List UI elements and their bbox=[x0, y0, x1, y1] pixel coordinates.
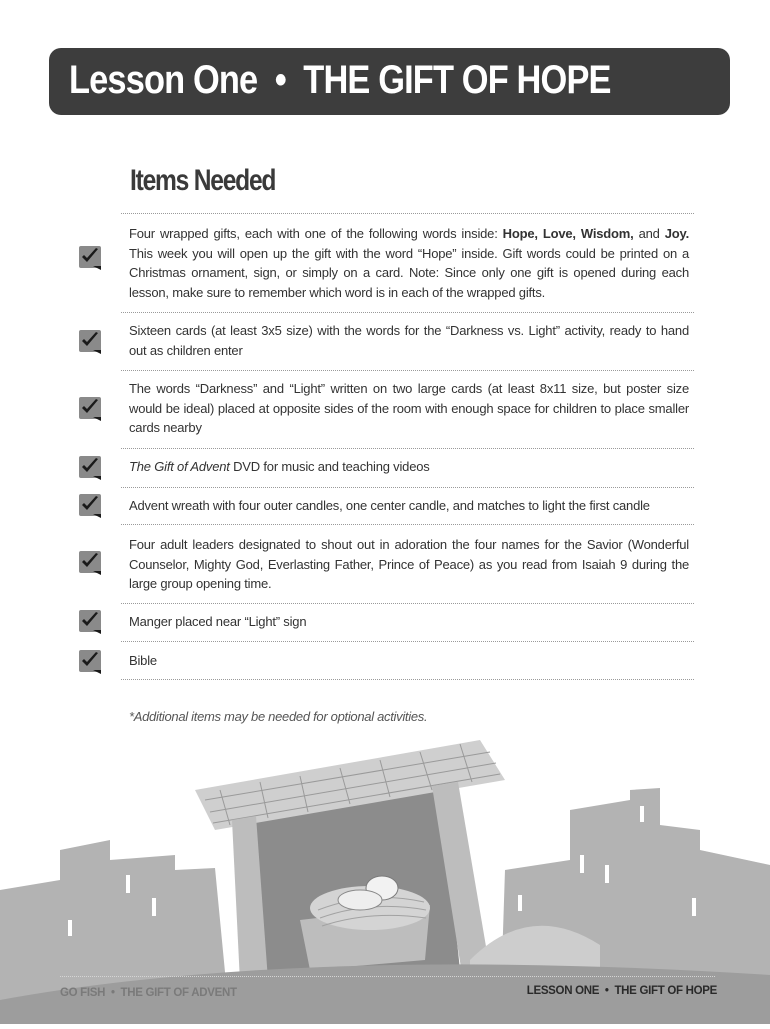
nativity-stable-manger-illustration bbox=[0, 730, 770, 1024]
footer-lesson-label: LESSON ONE bbox=[526, 985, 600, 997]
footer-bullet: • bbox=[110, 987, 115, 999]
item-text: DVD for music and teaching videos bbox=[229, 459, 430, 474]
checkmark-box-icon bbox=[79, 551, 103, 575]
checkmark-box-icon bbox=[79, 610, 103, 634]
divider bbox=[121, 213, 694, 214]
footer-series-name: GO FISH bbox=[60, 987, 106, 999]
list-item: Advent wreath with four outer candles, one center candle, and matches to light the first candle bbox=[129, 498, 650, 513]
checkmark-box-icon bbox=[79, 246, 103, 270]
title-bullet: • bbox=[274, 58, 286, 102]
list-item bbox=[129, 224, 689, 302]
lesson-title-banner bbox=[49, 48, 730, 115]
footer-series-title: THE GIFT OF ADVENT bbox=[120, 987, 237, 999]
item-text: This week you will open up the gift with the word “Hope” inside. Gift words could be printed on a Christmas ornament, sign, or simply on a card. Note: Since only one gift is opened during each lesson, make sure to remember which word is in each of the wrapped gifts. bbox=[129, 245, 689, 300]
list-item: Four adult leaders designated to shout out in adoration the four names for the Savior (Wonderful Counselor, Mighty God, Everlasting Father, Prince of Peace) as you read from Isaiah 9 during the large group opening time. bbox=[129, 537, 689, 591]
section-title: Items Needed bbox=[130, 164, 276, 197]
checkmark-box-icon bbox=[79, 330, 103, 354]
divider bbox=[121, 448, 694, 449]
list-item: Bible bbox=[129, 653, 157, 668]
list-item: Sixteen cards (at least 3x5 size) with the words for the “Darkness vs. Light” activity, ready to hand out as children enter bbox=[129, 323, 689, 358]
list-item: The words “Darkness” and “Light” written on two large cards (at least 8x11 size, but poster size would be ideal) placed at opposite sides of the room with enough space for children to place smaller cards nearby bbox=[129, 381, 689, 435]
checkmark-box-icon bbox=[79, 650, 103, 674]
dvd-title: The Gift of Advent bbox=[129, 459, 230, 474]
additional-items-note: *Additional items may be needed for optional activities. bbox=[129, 709, 428, 724]
item-bold-words: Joy. bbox=[664, 226, 689, 241]
item-text: Four wrapped gifts, each with one of the following words inside: bbox=[129, 226, 503, 241]
footer-lesson bbox=[527, 985, 717, 997]
footer-divider bbox=[60, 976, 715, 977]
checkmark-box-icon bbox=[79, 494, 103, 518]
footer-lesson-title: THE GIFT OF HOPE bbox=[614, 985, 717, 997]
divider bbox=[121, 487, 694, 488]
item-bold-words: Hope, Love, Wisdom, bbox=[502, 226, 634, 241]
list-item bbox=[129, 457, 689, 477]
divider bbox=[121, 312, 694, 313]
divider bbox=[121, 524, 694, 525]
divider bbox=[121, 370, 694, 371]
divider bbox=[121, 679, 694, 680]
lesson-title-text: THE GIFT OF HOPE bbox=[303, 58, 611, 102]
list-item: Manger placed near “Light” sign bbox=[129, 614, 307, 629]
checkmark-box-icon bbox=[79, 456, 103, 480]
lesson-title bbox=[69, 58, 611, 103]
divider bbox=[121, 603, 694, 604]
divider bbox=[121, 641, 694, 642]
footer-series bbox=[60, 987, 237, 999]
checkmark-box-icon bbox=[79, 397, 103, 421]
lesson-label: Lesson One bbox=[69, 58, 258, 102]
item-text: and bbox=[633, 226, 665, 241]
footer-bullet: • bbox=[604, 985, 609, 997]
